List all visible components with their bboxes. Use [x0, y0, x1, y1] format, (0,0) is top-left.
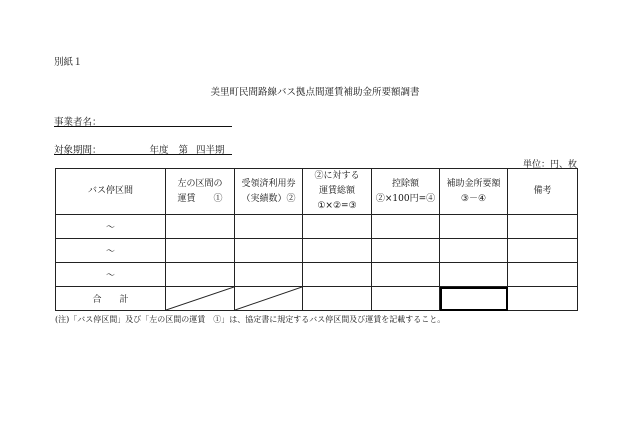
header-total-fare: ②に対する 運賃総額 ①×②=③: [303, 169, 372, 215]
tickets-cell[interactable]: [235, 215, 303, 239]
tickets-cell[interactable]: [235, 239, 303, 263]
deduction-cell[interactable]: [372, 239, 440, 263]
unit-label: 単位：円、枚: [522, 160, 577, 170]
remarks-total-cell[interactable]: [508, 287, 578, 311]
section-cell[interactable]: ～: [56, 239, 166, 263]
period-year-label: 年度: [149, 145, 169, 156]
remarks-cell[interactable]: [508, 215, 578, 239]
tickets-cell[interactable]: [235, 263, 303, 287]
table-row: [56, 239, 578, 263]
header-deduction: 控除額 ②×100円=④: [372, 169, 440, 215]
header-remarks: 備考: [508, 169, 578, 215]
total-fare-cell[interactable]: [303, 215, 372, 239]
deduction-cell[interactable]: [372, 263, 440, 287]
tickets-total-disabled-cell: [235, 287, 303, 311]
total-fare-cell[interactable]: [303, 263, 372, 287]
operator-label: 事業者名：: [54, 117, 102, 128]
table-row: [56, 215, 578, 239]
period-field[interactable]: [54, 154, 232, 155]
fare-cell[interactable]: [166, 239, 235, 263]
diagonal-strike: [166, 287, 234, 310]
operator-name-field[interactable]: [54, 126, 232, 127]
header-subsidy-required: 補助金所要額 ③－④: [440, 169, 508, 215]
subsidy-total-cell[interactable]: [440, 287, 508, 311]
deduction-total-cell[interactable]: [372, 287, 440, 311]
attachment-label: 別紙１: [54, 57, 83, 68]
deduction-cell[interactable]: [372, 215, 440, 239]
diagonal-strike: [235, 287, 302, 310]
header-bus-stop-section: バス停区間: [56, 169, 166, 215]
fare-cell[interactable]: [166, 215, 235, 239]
document-title: 美里町民間路線バス拠点間運賃補助金所要額調書: [210, 87, 420, 98]
period-label: 対象期間：: [54, 145, 102, 156]
remarks-cell[interactable]: [508, 263, 578, 287]
total-row: [56, 287, 578, 311]
subsidy-table: [55, 168, 578, 311]
table-header-row: [56, 169, 578, 215]
header-received-tickets: 受領済利用券 （実績数）②: [235, 169, 303, 215]
table-row: [56, 263, 578, 287]
subsidy-cell[interactable]: [440, 239, 508, 263]
subsidy-cell[interactable]: [440, 215, 508, 239]
header-fare: 左の区間の 運賃 ①: [166, 169, 235, 215]
fare-cell[interactable]: [166, 263, 235, 287]
fare-total-disabled-cell: [166, 287, 235, 311]
period-ordinal-label: 第: [178, 145, 189, 156]
section-cell[interactable]: ～: [56, 215, 166, 239]
footnote: (注)「バス停区間」及び「左の区間の運賃 ①」は、協定書に規定するバス停区間及び運賃を記載すること。: [55, 315, 446, 324]
section-cell[interactable]: ～: [56, 263, 166, 287]
total-fare-cell[interactable]: [303, 239, 372, 263]
subsidy-cell[interactable]: [440, 263, 508, 287]
total-label: 合 計: [56, 287, 166, 311]
remarks-cell[interactable]: [508, 239, 578, 263]
period-quarter-label: 四半期: [196, 145, 225, 156]
total-fare-total-cell[interactable]: [303, 287, 372, 311]
